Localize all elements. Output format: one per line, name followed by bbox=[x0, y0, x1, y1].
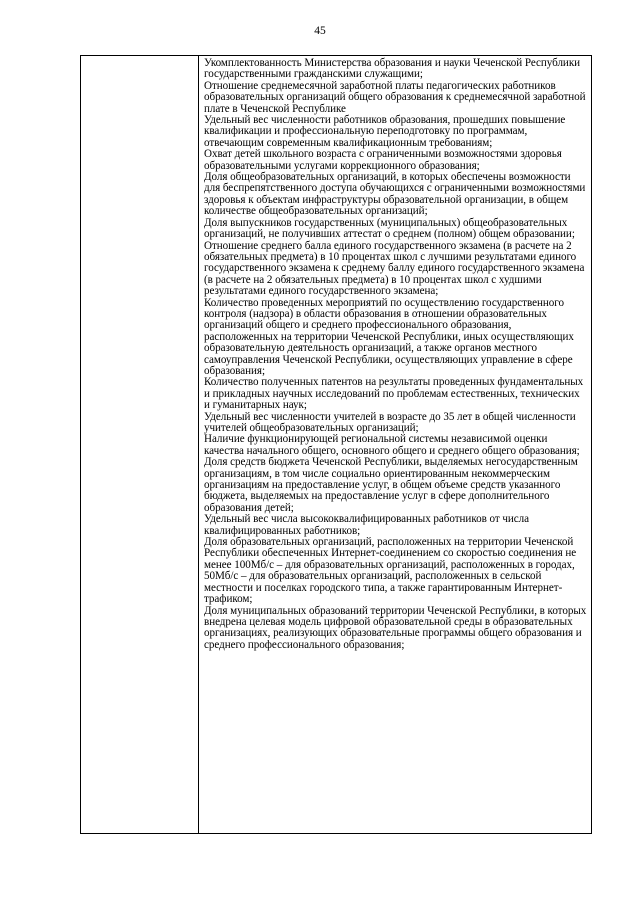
indicator-state-control-events: Количество проведенных мероприятий по осуществлению государственного контроля (надзора) в области образования в отношении образовательных организаций общего и среднего профессионального образования, расположенных на территории Чеченской Республики, иных осуществляющих образовательную деятельность организаций, а также органов местного самоуправления Чеченской Республики, осуществляющих управление в сфере образования; bbox=[204, 296, 574, 377]
indicator-young-teachers: Удельный вес численности учителей в возрасте до 35 лет в общей численности учителей общеобразовательных организаций; bbox=[204, 410, 576, 434]
indicator-internet-connection: Доля образовательных организаций, расположенных на территории Чеченской Республики обеспеченных Интернет-соединением со скоростью соединения не менее 100Мб/с – для образовательных организаций, расположенных в городах, 50Мб/с – для образовательных организаций, расположенных в сельской местности и поселках городского типа, а также гарантированным Интернет-трафиком; bbox=[204, 536, 577, 606]
indicator-budget-share-nongovernmental: Доля средств бюджета Чеченской Республики, выделяемых негосударственным организациям, в том числе социально ориентированным некоммерческим организациям на предоставление услуг, в общем объеме средств указанного бюджета, выделяемых на предоставление услуг в сфере дополнительного образования детей; bbox=[204, 456, 578, 514]
indicator-quality-assessment-system: Наличие функционирующей региональной системы независимой оценки качества начального общего, основного общего и среднего общего образования; bbox=[204, 433, 580, 457]
indicator-highly-qualified-workers: Удельный вес числа высококвалифицированных работников от числа квалифицированных работников; bbox=[204, 513, 530, 537]
left-column-cell bbox=[81, 56, 199, 834]
indicators-cell bbox=[199, 56, 592, 834]
indicator-digital-environment: Доля муниципальных образований территории Чеченской Республики, в которых внедрена целевая модель цифровой образовательной среды в образовательных организациях, реализующих образовательные программы общего образования и среднего профессионального образования; bbox=[204, 604, 587, 651]
indicator-accessible-schools: Доля общеобразовательных организаций, в которых обеспечены возможности для беспрепятственного доступа обучающихся с ограниченными возможностями здоровья к объектам инфраструктуры образовательной организации, в общем количестве общеобразовательных организаций; bbox=[204, 171, 586, 218]
indicator-graduates-without-certificate: Доля выпускников государственных (муниципальных) общеобразовательных организаций, не получивших аттестат о среднем (полном) общем образовании; bbox=[204, 216, 575, 241]
indicator-qualification-upgrade: Удельный вес численности работников образования, прошедших повышение квалификации и профессиональную переподготовку по программам, отвечающим современным квалификационным требованиям; bbox=[204, 114, 566, 149]
indicator-patents: Количество полученных патентов на результаты проведенных фундаментальных и прикладных научных исследований по проблемам естественных, технических и гуманитарных наук; bbox=[204, 376, 584, 412]
indicator-exam-score-ratio: Отношение среднего балла единого государственного экзамена (в расчете на 2 обязательных предмета) в 10 процентах школ с лучшими результатами единого государственного экзамена к среднему баллу единого государственного экзамена (в расчете на 2 обязательных предмета) в 10 процентах школ с худшими результатами единого государственного экзамена; bbox=[204, 239, 585, 298]
page-number: 45 bbox=[314, 25, 326, 37]
indicator-correctional-education-coverage: Охват детей школьного возраста с ограниченными возможностями здоровья образовательными услугами коррекционного образования; bbox=[204, 148, 562, 172]
indicator-staffing: Укомплектованность Министерства образования и науки Чеченской Республики государственными гражданскими служащими; bbox=[204, 57, 581, 81]
indicator-teacher-salary-ratio: Отношение среднемесячной заработной платы педагогических работников образовательных организаций общего образования к среднемесячной заработной плате в Чеченской Республике bbox=[204, 79, 586, 115]
indicators-table bbox=[80, 55, 592, 834]
table-row bbox=[81, 56, 592, 834]
